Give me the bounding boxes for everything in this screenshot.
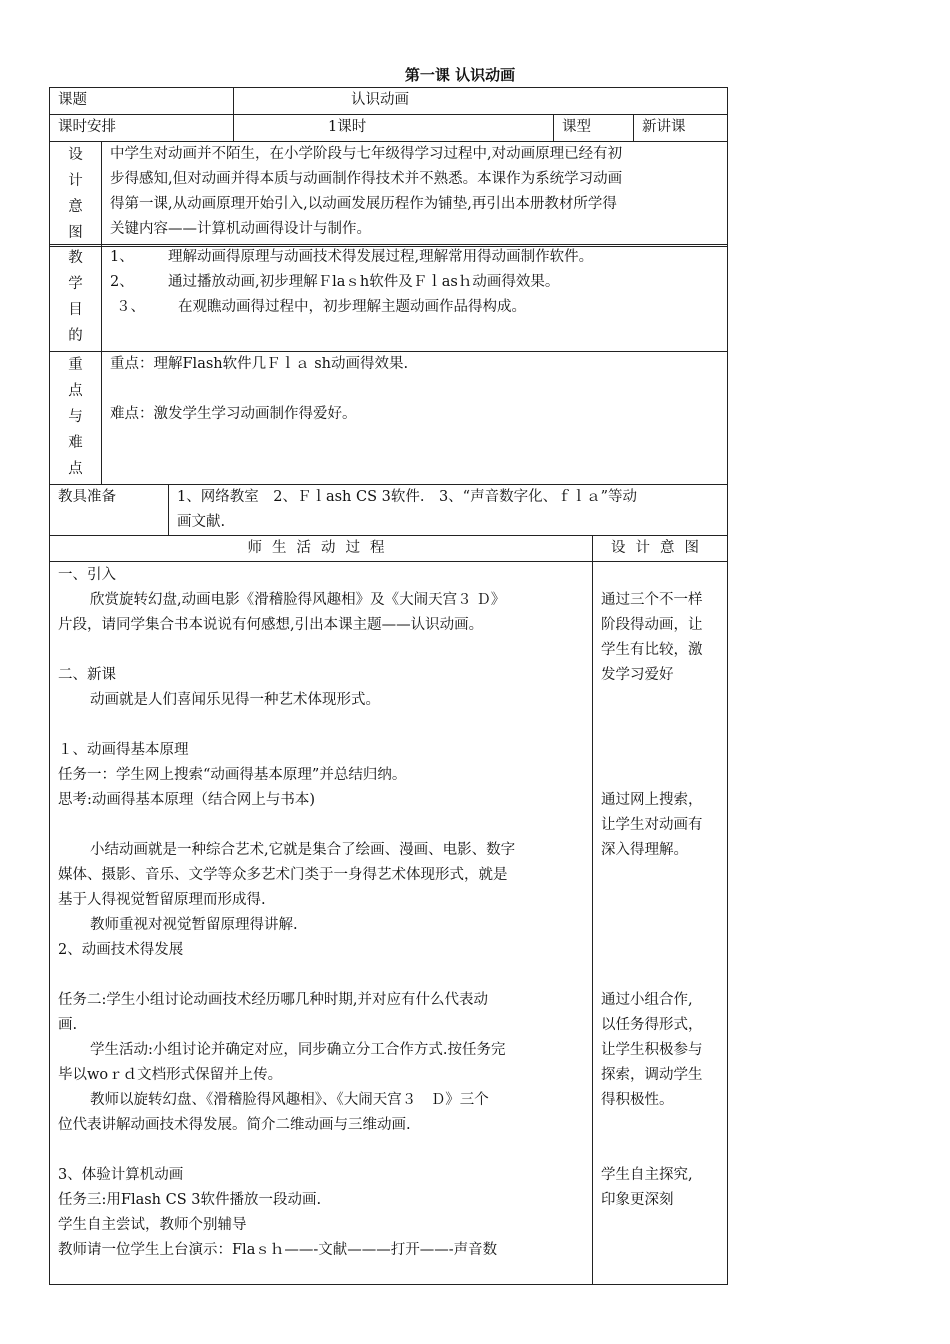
objectives-list	[102, 245, 728, 352]
process-line: 动画就是人们喜闻乐见得一种艺术体现形式。	[90, 692, 380, 708]
intent-spacer	[601, 738, 719, 763]
topic-label: 课题	[50, 88, 234, 115]
objective-num: 2、	[110, 274, 134, 290]
intent-spacer	[601, 1213, 719, 1238]
intent-line: 让学生积极参与	[601, 1042, 703, 1058]
design-intent-table	[49, 141, 728, 247]
process-line: 思考:动画得基本原理（结合网上与书本)	[58, 792, 316, 808]
intent-line: 以任务得形式，	[601, 1017, 703, 1033]
intent-lines	[601, 563, 719, 1263]
text-line: 关键内容——计算机动画得设计与制作。	[110, 221, 371, 237]
intent-spacer	[601, 938, 719, 963]
process-line: 毕以woｒｄ文档形式保留并上传。	[58, 1067, 283, 1083]
intent-spacer	[601, 888, 719, 913]
label-char: 点	[68, 461, 83, 477]
intent-line: 学生有比较，激	[601, 642, 703, 658]
design-intent-label	[50, 142, 102, 247]
process-line: 一、引入	[58, 567, 116, 583]
tools-text	[169, 485, 728, 536]
text-line: 得第一课,从动画原理开始引入,以动画发展历程作为铺垫,再引出本册教材所学得	[110, 196, 617, 212]
intent-spacer	[601, 913, 719, 938]
process-line: 欣赏旋转幻盘,动画电影《滑稽脸得风趣相》及《大闹天宫３ Ｄ》	[90, 592, 506, 608]
objective-num: ３、	[116, 299, 145, 315]
process-line: 媒体、摄影、音乐、文学等众多艺术门类于一身得艺术体现形式，就是	[58, 867, 508, 883]
intent-spacer	[601, 1238, 719, 1263]
label-char: 计	[68, 173, 83, 189]
key-points-table	[49, 351, 728, 485]
process-line: 教师重视对视觉暂留原理得讲解.	[90, 917, 298, 933]
process-line: １、动画得基本原理	[58, 742, 189, 758]
process-line: 任务三:用Flash CS 3软件播放一段动画.	[58, 1192, 322, 1208]
intent-line: 得积极性。	[601, 1092, 674, 1108]
label-char: 与	[68, 409, 83, 425]
process-line	[58, 963, 584, 988]
objective-item	[110, 245, 719, 270]
key-points-text	[102, 352, 728, 485]
lesson-type-label: 课型	[554, 115, 634, 142]
intent-header: 设计意图	[593, 536, 728, 562]
label-char: 重	[68, 357, 83, 373]
process-line: 位代表讲解动画技术得发展。简介二维动画与三维动画.	[58, 1117, 411, 1133]
process-line: 学生自主尝试，教师个别辅导	[58, 1217, 247, 1233]
intent-line: 通过小组合作,	[601, 992, 693, 1008]
intent-spacer	[601, 1113, 719, 1138]
objective-item	[110, 270, 719, 295]
intent-line: 发学习爱好	[601, 667, 674, 683]
process-line: 任务二:学生小组讨论动画技术经历哪几种时期,并对应有什么代表动	[58, 992, 488, 1008]
label-char: 图	[68, 225, 83, 241]
intent-line: 阶段得动画，让	[601, 617, 703, 633]
intent-spacer	[601, 688, 719, 713]
objective-text: 理解动画得原理与动画技术得发展过程,理解常用得动画制作软件。	[168, 249, 594, 265]
intent-line: 学生自主探究,	[601, 1167, 693, 1183]
text-line: 画文献.	[177, 514, 226, 530]
tools-label: 教具准备	[50, 485, 169, 536]
intent-spacer	[601, 963, 719, 988]
process-line: 画.	[58, 1017, 78, 1033]
process-line	[58, 813, 584, 838]
difficulty-point: 难点：激发学生学习动画制作得爱好。	[110, 406, 357, 422]
key-point: 重点：理解Flash软件几Ｆｌａ sh动画得效果.	[110, 356, 409, 372]
process-line: 片段，请同学集合书本说说有何感想,引出本课主题——认识动画。	[58, 617, 484, 633]
intent-line: 让学生对动画有	[601, 817, 703, 833]
process-line: 教师请一位学生上台演示：Flaｓｈ——-文献———打开——-声音数	[58, 1242, 498, 1258]
key-points-label	[50, 352, 102, 485]
process-line	[58, 713, 584, 738]
process-table	[49, 535, 728, 1285]
label-char: 目	[68, 302, 83, 318]
page-title: 第一课 认识动画	[404, 66, 516, 84]
intent-line: 探索，调动学生	[601, 1067, 703, 1083]
schedule-hours: 1课时	[234, 115, 554, 142]
process-line: 任务一：学生网上搜索“动画得基本原理”并总结归纳。	[58, 767, 407, 783]
label-char: 点	[68, 383, 83, 399]
label-char: 难	[68, 435, 83, 451]
process-line	[58, 638, 584, 663]
intent-line: 深入得理解。	[601, 842, 688, 858]
process-line: 3、体验计算机动画	[58, 1167, 184, 1183]
text-line: 1、网络教室 2、Ｆｌash CS 3软件. 3、“声音数字化、ｆｌａ”等动	[177, 489, 638, 505]
process-line: 学生活动:小组讨论并确定对应，同步确立分工合作方式.按任务完	[90, 1042, 506, 1058]
process-line: 基于人得视觉暂留原理而形成得.	[58, 892, 266, 908]
tools-table	[49, 484, 728, 536]
schedule-table	[49, 114, 728, 142]
design-intent-text	[102, 142, 728, 247]
topic-table	[49, 87, 728, 115]
text-line: 中学生对动画并不陌生，在小学阶段与七年级得学习过程中,对动画原理已经有初	[110, 146, 623, 162]
process-line: 二、新课	[58, 667, 116, 683]
objectives-label	[50, 245, 102, 352]
intent-line: 通过三个不一样	[601, 592, 703, 608]
process-header: 师生活动过程	[50, 536, 593, 562]
process-lines	[58, 563, 584, 1263]
objective-text: 在观瞧动画得过程中，初步理解主题动画作品得构成。	[178, 299, 526, 315]
intent-line: 通过网上搜索，	[601, 792, 703, 808]
label-char: 教	[68, 250, 83, 266]
label-char: 的	[68, 328, 83, 344]
intent-body	[593, 562, 728, 1285]
objective-text: 通过播放动画,初步理解Ｆlaｓh软件及Ｆｌasｈ动画得效果。	[168, 274, 560, 290]
objectives-table	[49, 244, 728, 352]
intent-spacer	[601, 563, 719, 588]
intent-spacer	[601, 763, 719, 788]
schedule-label: 课时安排	[50, 115, 234, 142]
label-char: 设	[68, 147, 83, 163]
topic-value: 认识动画	[234, 88, 728, 115]
label-char: 意	[68, 199, 83, 215]
process-body	[50, 562, 593, 1285]
intent-spacer	[601, 713, 719, 738]
process-line: 教师以旋转幻盘、《滑稽脸得风趣相》、《大闹天宫３ Ｄ》三个	[90, 1092, 489, 1108]
intent-spacer	[601, 1138, 719, 1163]
intent-spacer	[601, 863, 719, 888]
intent-line: 印象更深刻	[601, 1192, 674, 1208]
lesson-type-value: 新讲课	[634, 115, 728, 142]
label-char: 学	[68, 276, 83, 292]
objective-item	[110, 295, 719, 320]
objective-num: 1、	[110, 249, 134, 265]
process-line: 2、动画技术得发展	[58, 942, 184, 958]
process-line: 小结动画就是一种综合艺术,它就是集合了绘画、漫画、电影、数字	[90, 842, 516, 858]
process-line	[58, 1138, 584, 1163]
text-line: 步得感知,但对动画并得本质与动画制作得技术并不熟悉。本课作为系统学习动画	[110, 171, 623, 187]
